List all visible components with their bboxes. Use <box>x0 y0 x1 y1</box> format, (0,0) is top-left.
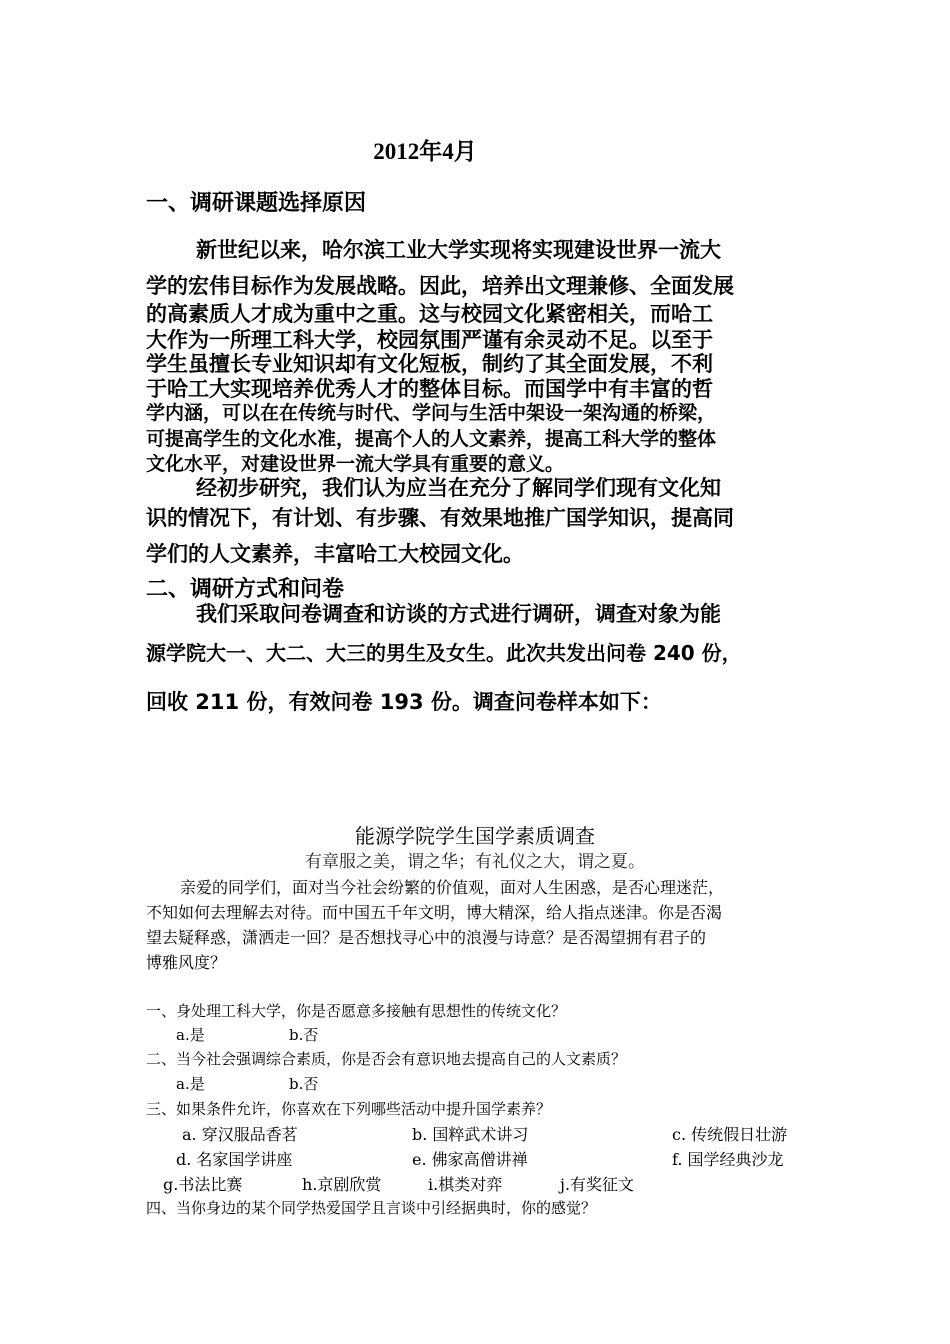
intro-line: 亲爱的同学们，面对当今社会纷繁的价值观，面对人生困惑，是否心理迷茫， <box>180 878 725 897</box>
question-text: 二、当今社会强调综合素质，你是否会有意识地去提高自己的人文素质？ <box>146 1050 627 1068</box>
paragraph-line: 回收 211 份，有效问卷 193 份。调查问卷样本如下： <box>146 690 662 714</box>
option-j: j.有奖征文 <box>560 1175 635 1194</box>
option-e: e. 佛家高僧讲禅 <box>412 1150 528 1169</box>
option-b: b.否 <box>289 1075 319 1093</box>
option-a: a.是 <box>176 1075 205 1093</box>
option-a: a. 穿汉服品香茗 <box>182 1125 298 1144</box>
paragraph-line: 学的宏伟目标作为发展战略。因此，培养出文理兼修、全面发展 <box>146 274 734 298</box>
option-b: b.否 <box>289 1026 319 1044</box>
option-f: f. 国学经典沙龙 <box>672 1150 784 1169</box>
document-date: 2012年4月 <box>373 139 477 164</box>
option-a: a.是 <box>176 1026 205 1044</box>
intro-line: 博雅风度？ <box>146 953 227 972</box>
paragraph-line: 于哈工大实现培养优秀人才的整体目标。而国学中有丰富的哲 <box>146 377 713 401</box>
section-2-heading: 二、调研方式和问卷 <box>146 577 345 602</box>
paragraph-line: 的高素质人才成为重中之重。这与校园文化紧密相关，而哈工 <box>146 302 713 326</box>
paragraph-line: 我们采取问卷调查和访谈的方式进行调研，调查对象为能 <box>196 602 721 626</box>
intro-line: 望去疑释惑，潇洒走一回？是否想找寻心中的浪漫与诗意？是否渴望拥有君子的 <box>146 928 707 947</box>
paragraph-line: 识的情况下，有计划、有步骤、有效果地推广国学知识，提高同 <box>146 506 734 530</box>
paragraph-line: 可提高学生的文化水准，提高个人的人文素养，提高工科大学的整体 <box>146 428 717 450</box>
intro-line: 不知如何去理解去对待。而中国五千年文明，博大精深，给人指点迷津。你是否渴 <box>146 903 723 922</box>
option-g: g.书法比赛 <box>163 1175 243 1194</box>
option-h: h.京剧欣赏 <box>302 1175 382 1194</box>
option-b: b. 国粹武术讲习 <box>412 1125 529 1144</box>
question-text: 四、当你身边的某个同学热爱国学且言谈中引经据典时，你的感觉？ <box>146 1199 597 1217</box>
paragraph-line: 源学院大一、大二、大三的男生及女生。此次共发出问卷 240 份， <box>146 641 742 665</box>
section-1-heading: 一、调研课题选择原因 <box>146 191 367 216</box>
question-text: 一、身处理工科大学，你是否愿意多接触有思想性的传统文化？ <box>146 1002 567 1020</box>
question-text: 三、如果条件允许，你喜欢在下列哪些活动中提升国学素养？ <box>146 1100 552 1118</box>
paragraph-line: 文化水平，对建设世界一流大学具有重要的意义。 <box>146 453 565 475</box>
paragraph-line: 大作为一所理工科大学，校园氛围严谨有余灵动不足。以至于 <box>146 328 713 352</box>
paragraph-line: 经初步研究，我们认为应当在充分了解同学们现有文化知 <box>196 476 721 500</box>
survey-title: 能源学院学生国学素质调查 <box>355 824 595 848</box>
paragraph-line: 新世纪以来，哈尔滨工业大学实现将实现建设世界一流大 <box>196 238 721 262</box>
option-d: d. 名家国学讲座 <box>176 1150 293 1169</box>
option-c: c. 传统假日壮游 <box>672 1125 788 1144</box>
paragraph-line: 学生虽擅长专业知识却有文化短板，制约了其全面发展，不利 <box>146 352 713 376</box>
paragraph-line: 学内涵，可以在在传统与时代、学问与生活中架设一架沟通的桥梁， <box>146 402 717 424</box>
option-i: i.棋类对弈 <box>428 1175 503 1194</box>
paragraph-line: 学们的人文素养，丰富哈工大校园文化。 <box>146 542 524 566</box>
survey-motto: 有章服之美，谓之华；有礼仪之大，谓之夏。 <box>305 852 645 872</box>
